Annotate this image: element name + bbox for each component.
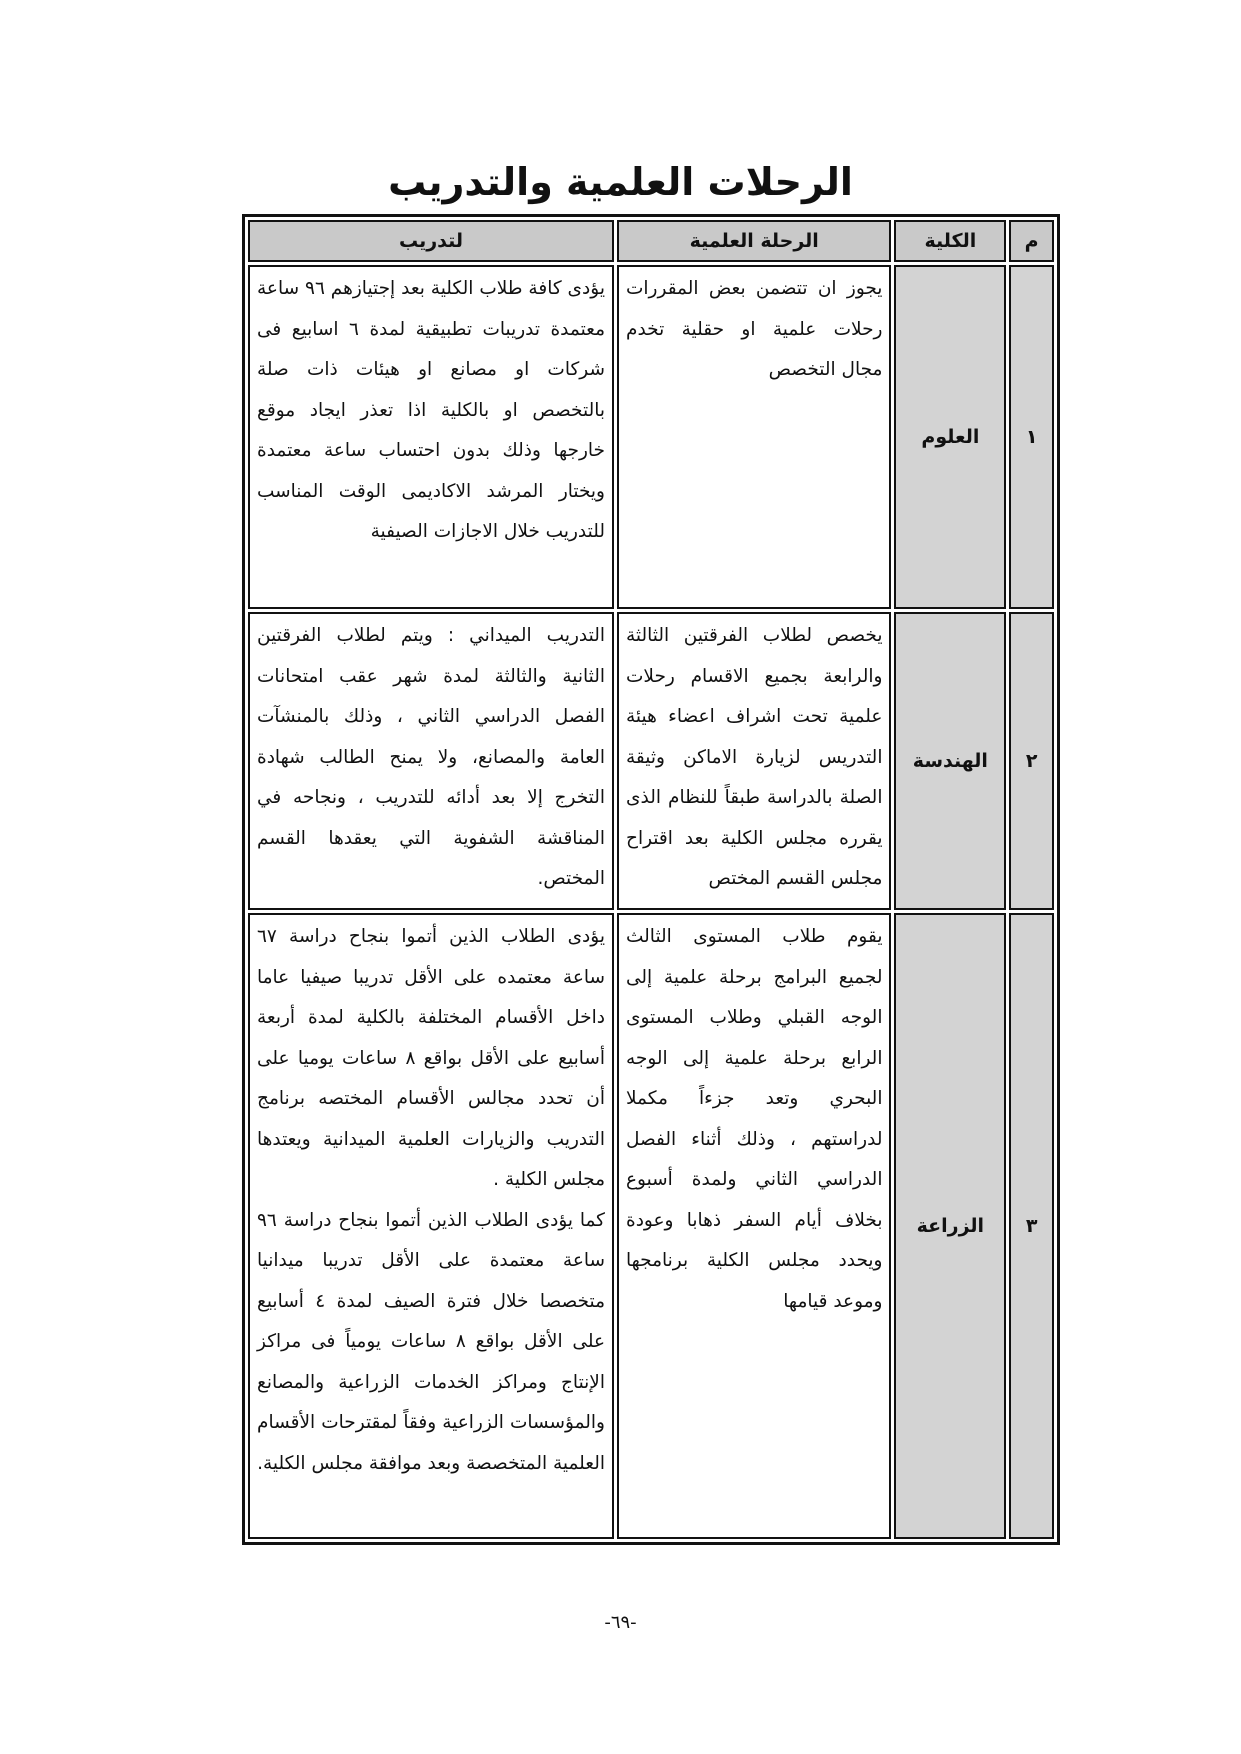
row-training: التدريب الميداني : ويتم لطلاب الفرقتين الثانية والثالثة لمدة شهر عقب امتحانات الفصل الدراسي الثاني ، وذلك بالمنشآت العامة والمصانع، ولا يمنح الطالب شهادة التخرج إلا بعد أدائه للتدريب ، ونجاحه في المناقشة الشفوية التي يعقدها القسم المختص.	[248, 612, 614, 910]
faculty-trips-table	[242, 214, 1060, 1545]
row-trip: يخصص لطلاب الفرقتين الثالثة والرابعة بجميع الاقسام رحلات علمية تحت اشراف اعضاء هيئة التدريس لزيارة الاماكن وثيقة الصلة بالدراسة طبقاً للنظام الذى يقرره مجلس الكلية بعد اقتراح مجلس القسم المختص	[617, 612, 891, 910]
row-faculty: الزراعة	[894, 913, 1006, 1539]
row-num: ٢	[1009, 612, 1054, 910]
page-title: الرحلات العلمية والتدريب	[388, 160, 853, 204]
row-trip: يجوز ان تتضمن بعض المقررات رحلات علمية او حقلية تخدم مجال التخصص	[617, 265, 891, 609]
row-faculty: الهندسة	[894, 612, 1006, 910]
training-paragraph-extra: كما يؤدى الطلاب الذين أتموا بنجاح دراسة ٩٦ ساعة معتمدة على الأقل تدريبا ميدانيا متخصصا خلال فترة الصيف لمدة ٤ أسابيع على الأقل بواقع ٨ ساعات يومياً فى مراكز الإنتاج ومراكز الخدمات الزراعية والمصانع والمؤسسات الزراعية وفقاً لمقترحات الأقسام العلمية المتخصصة وبعد موافقة مجلس الكلية.	[257, 1209, 606, 1474]
table-row	[248, 612, 1054, 910]
row-faculty: العلوم	[894, 265, 1006, 609]
header-num: م	[1009, 220, 1054, 262]
row-training: يؤدى كافة طلاب الكلية بعد إجتيازهم ٩٦ ساعة معتمدة تدريبات تطبيقية لمدة ٦ اسابيع فى شركات او مصانع او هيئات ذات صلة بالتخصص او بالكلية اذا تعذر ايجاد موقع خارجها وذلك بدون احتساب ساعة معتمدة ويختار المرشد الاكاديمى الوقت المناسب للتدريب خلال الاجازات الصيفية	[248, 265, 614, 609]
header-faculty: الكلية	[894, 220, 1006, 262]
row-num: ١	[1009, 265, 1054, 609]
page-number: -٦٩-	[604, 1612, 637, 1633]
header-training: لتدريب	[248, 220, 614, 262]
header-trip: الرحلة العلمية	[617, 220, 891, 262]
table-row	[248, 913, 1054, 1539]
row-training	[248, 913, 614, 1539]
table-row	[248, 265, 1054, 609]
row-num: ٣	[1009, 913, 1054, 1539]
row-trip: يقوم طلاب المستوى الثالث لجميع البرامج برحلة علمية إلى الوجه القبلي وطلاب المستوى الرابع برحلة علمية إلى الوجه البحري وتعد جزءاً مكملا لدراستهم ، وذلك أثناء الفصل الدراسي الثاني ولمدة أسبوع بخلاف أيام السفر ذهابا وعودة ويحدد مجلس الكلية برنامجها وموعد قيامها	[617, 913, 891, 1539]
table-header-row	[248, 220, 1054, 262]
training-paragraph: يؤدى الطلاب الذين أتموا بنجاح دراسة ٦٧ ساعة معتمده على الأقل تدريبا صيفيا عاما داخل الأقسام المختلفة بالكلية لمدة أربعة أسابيع على الأقل بواقع ٨ ساعات يوميا على أن تحدد مجالس الأقسام المختصه برنامج التدريب والزيارات العلمية الميدانية ويعتدها مجلس الكلية .	[257, 926, 606, 1190]
